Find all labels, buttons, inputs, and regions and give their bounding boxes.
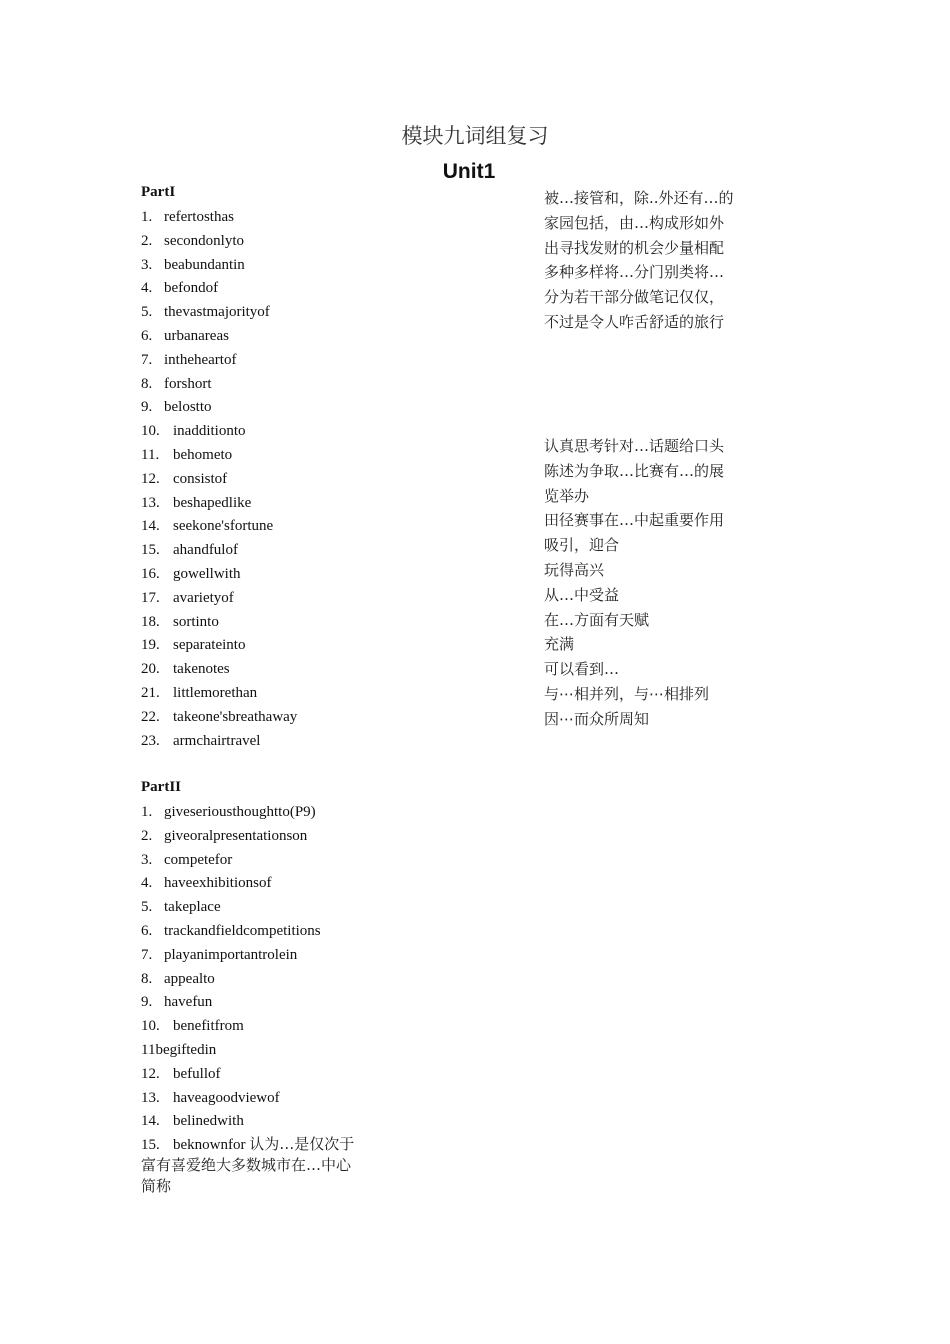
chinese-meanings-tail: 认为…是仅次于富有喜爱绝大多数城市在…中心简称 [141,1135,355,1195]
list-item: 7. playanimportantrolein [141,946,298,963]
list-item: 16. gowellwith [141,565,241,582]
part1-list [141,206,297,753]
list-item: 8. appealto [141,970,215,987]
list-item: 11begiftedin [141,1041,217,1058]
list-item: 12. consistof [141,470,228,487]
list-item: 3. beabundantin [141,256,245,273]
list-item: 7. intheheartof [141,351,237,368]
list-item: 1. giveseriousthoughtto(P9) [141,804,316,820]
part1-heading: PartI [141,184,176,200]
list-item: 21. littlemorethan [141,684,258,701]
list-item: 23. armchairtravel [141,732,261,749]
list-item: 5. takeplace [141,899,221,916]
list-item: 9. havefun [141,994,213,1011]
list-item: 15. ahandfulof [141,542,238,559]
list-item: 17. avarietyof [141,589,234,606]
chinese-meanings-part2: 认真思考针对…话题给口头陈述为争取…比赛有…的展览举办 田径赛事在…中起重要作用吸引，迎合 玩得高兴 从…中受益 在…方面有天赋 充满 可以看到… 与⋯相并列，与⋯相排列 因⋯而众所周知 [544,437,725,728]
list-item: 4. befondof [141,280,219,297]
list-item: 18. sortinto [141,613,219,630]
list-item: 6. urbanareas [141,327,229,344]
list-item: 6. trackandfieldcompetitions [141,922,321,939]
list-item-15: 15. beknownfor 认为…是仅次于富有喜爱绝大多数城市在…中心简称 [141,1135,355,1195]
list-item: 19. separateinto [141,637,246,654]
list-item: 5. thevastmajorityof [141,304,270,321]
list-item: 8. forshort [141,375,212,392]
list-item: 4. haveexhibitionsof [141,875,272,892]
list-item: 11. behometo [141,446,233,463]
list-item: 9. belostto [141,399,212,416]
list-item: 22. takeone'sbreathaway [141,708,298,725]
list-item: 1. refertosthas [141,209,234,225]
unit-title: Unit1 [442,160,496,183]
page-title: 模块九词组复习 [401,124,549,148]
list-item: 14. seekone'sfortune [141,518,274,535]
list-item: 12. befullof [141,1065,221,1082]
part2-list [141,801,321,1134]
part2-heading: PartII [141,779,181,795]
list-item: 20. takenotes [141,661,230,678]
list-item: 14. belinedwith [141,1113,244,1130]
list-item: 2. giveoralpresentationson [141,827,308,844]
list-item: 10. inadditionto [141,423,246,440]
chinese-meanings-part1: 被…接管和，除..外还有…的家园包括，由…构成形如外出寻找发财的机会少量相配多种多样将…分门别类将…分为若干部分做笔记仅仅，不过是令人咋舌舒适的旅行 [544,189,734,331]
list-item: 3. competefor [141,851,233,868]
list-item: 13. haveagoodviewof [141,1089,280,1106]
list-item: 10. benefitfrom [141,1018,244,1035]
list-item: 2. secondonlyto [141,232,244,249]
list-item: 13. beshapedlike [141,494,252,511]
